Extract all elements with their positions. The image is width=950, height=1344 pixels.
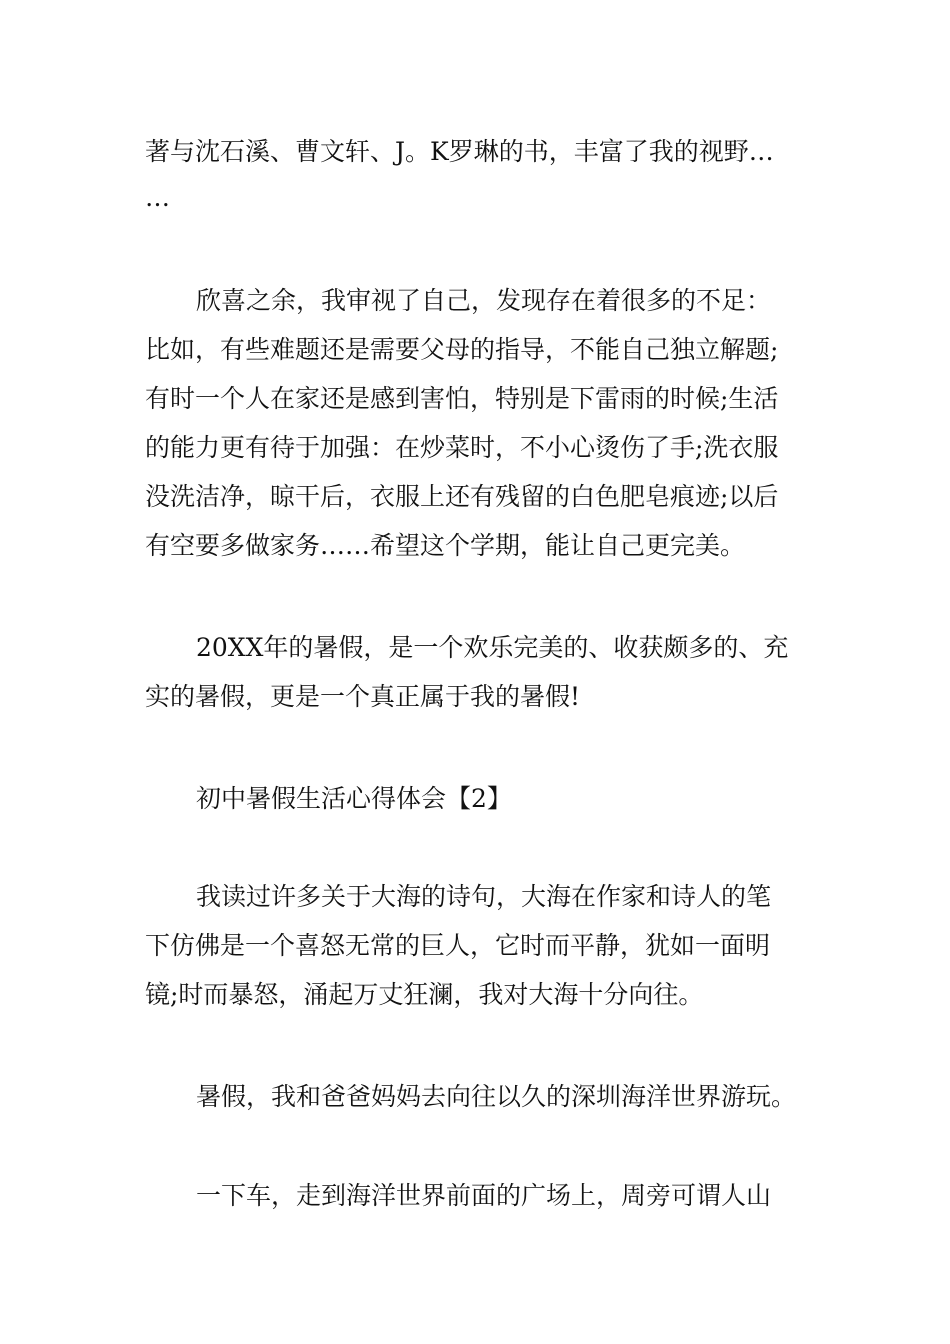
text-line: 的能力更有待于加强：在炒菜时，不小心烫伤了手;洗衣服: [145, 433, 779, 462]
text-line: 实的暑假，更是一个真正属于我的暑假!: [145, 682, 581, 711]
text-line: …: [145, 183, 170, 212]
text-line: 我读过许多关于大海的诗句，大海在作家和诗人的笔: [196, 882, 772, 911]
text-line: 20XX年的暑假，是一个欢乐完美的、收获颇多的、充: [196, 633, 789, 662]
text-line: 比如，有些难题还是需要父母的指导，不能自己独立解题;: [145, 335, 779, 364]
text-line: 没洗洁净，晾干后，衣服上还有残留的白色肥皂痕迹;以后: [145, 482, 779, 511]
text-line: 下仿佛是一个喜怒无常的巨人，它时而平静，犹如一面明: [145, 931, 771, 960]
text-line: 镜;时而暴怒，涌起万丈狂澜，我对大海十分向往。: [145, 980, 704, 1009]
text-line: 著与沈石溪、曹文轩、J。K罗琳的书，丰富了我的视野…: [145, 137, 774, 166]
text-line: 有时一个人在家还是感到害怕，特别是下雷雨的时候;生活: [145, 384, 779, 413]
text-line: 暑假，我和爸爸妈妈去向往以久的深圳海洋世界游玩。: [196, 1082, 797, 1111]
section-heading: 初中暑假生活心得体会【2】: [196, 784, 512, 813]
text-line: 一下车，走到海洋世界前面的广场上，周旁可谓人山: [196, 1181, 772, 1210]
text-line: 欣喜之余，我审视了自己，发现存在着很多的不足：: [196, 286, 772, 315]
text-line: 有空要多做家务……希望这个学期，能让自己更完美。: [145, 531, 746, 560]
